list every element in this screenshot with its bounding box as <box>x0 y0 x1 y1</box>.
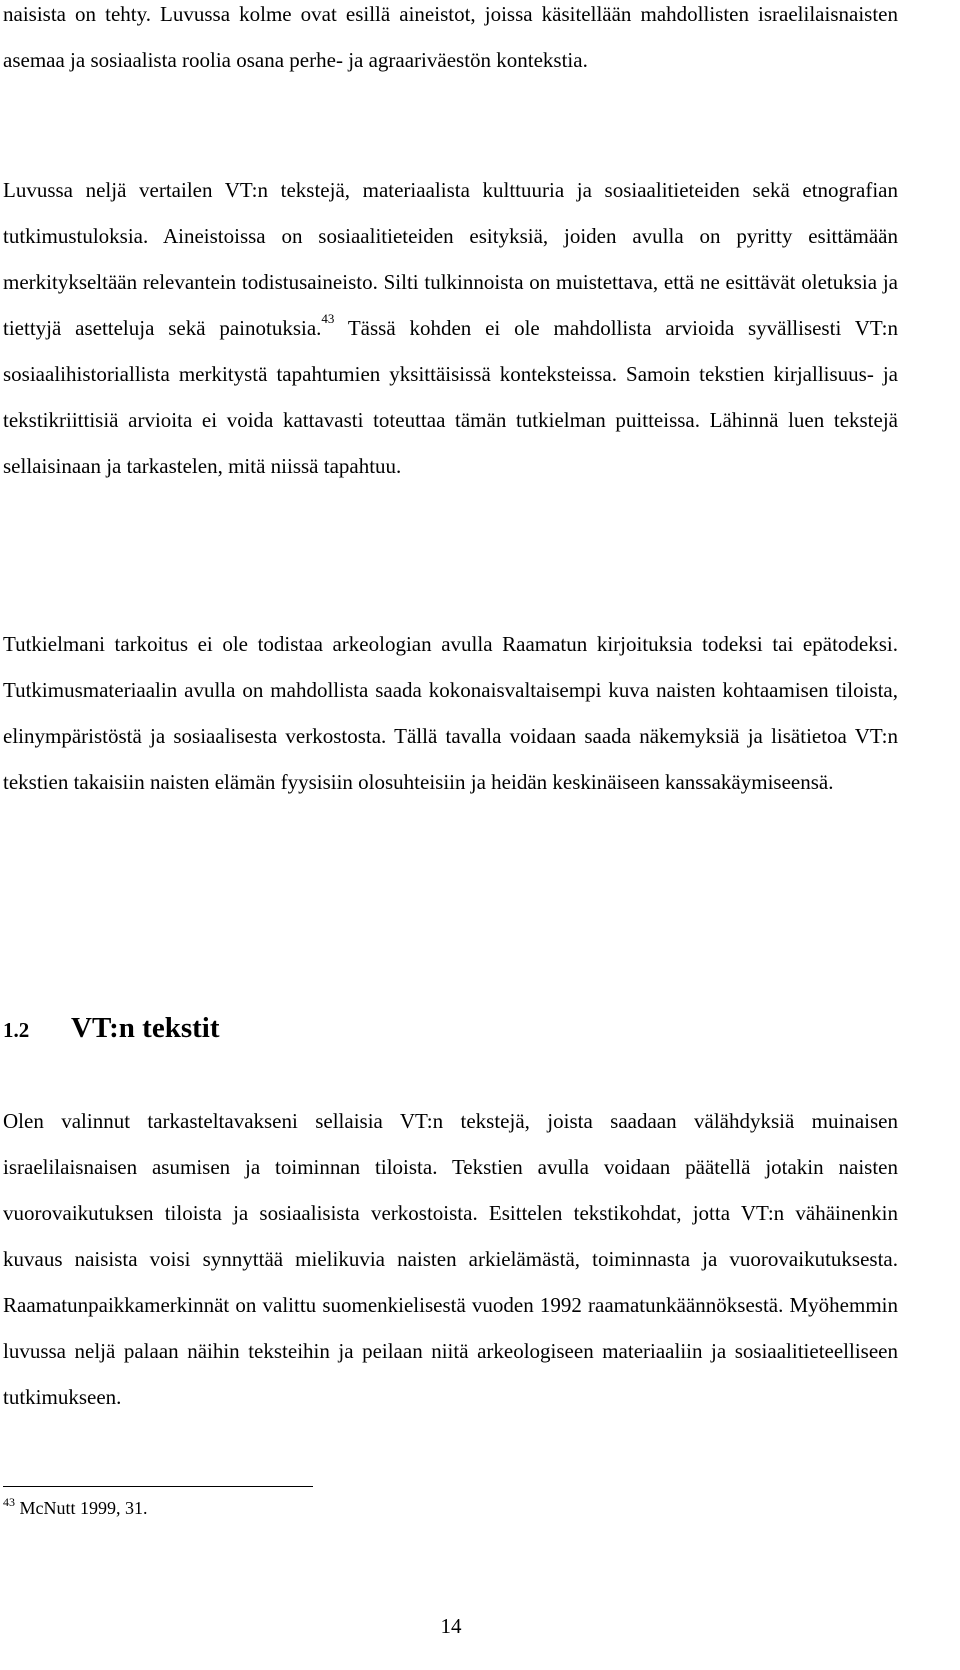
paragraph-intro-continued: naisista on tehty. Luvussa kolme ovat esillä aineistot, joissa käsitellään mahdollisten israelilaisnaisten asemaa ja sosiaalista roolia osana perhe- ja agraariväestön kontekstia. <box>3 2 898 72</box>
footnote-separator <box>3 1486 313 1487</box>
paragraph-text: Luvussa neljä vertailen VT:n tekstejä, materiaalista kulttuuria ja sosiaalitieteiden sekä etnografian tutkimustuloksia. Aineistoissa on sosiaalitieteiden esityksiä, joiden avulla on pyritty esittämään merkitykseltään relevantein todistusaineisto. Silti tulkinnoista on muistettava, että ne esittävät oletuksia ja tiettyjä asetteluja sekä painotuksia. <box>3 178 898 340</box>
page-number: 14 <box>440 1614 462 1638</box>
paragraph-chapter-four-overview <box>3 167 898 489</box>
section-heading <box>3 1012 219 1045</box>
footnote-reference[interactable]: 43 <box>321 311 335 326</box>
paragraph-thesis-purpose: Tutkielmani tarkoitus ei ole todistaa arkeologian avulla Raamatun kirjoituksia todeksi tai epätodeksi. Tutkimusmateriaalin avulla on mahdollista saada kokonaisvaltaisempi kuva naisten kohtaamisen tiloista, elinympäristöstä ja sosiaalisesta verkostosta. Tällä tavalla voidaan saada näkemyksiä ja lisätietoa VT:n tekstien takaisiin naisten elämän fyysisiin olosuhteisiin ja heidän keskinäiseen kanssakäymiseensä. <box>3 632 898 794</box>
footnote <box>3 1495 148 1521</box>
footnote-text: McNutt 1999, 31. <box>15 1498 148 1518</box>
paragraph-section-intro: Olen valinnut tarkasteltavakseni sellaisia VT:n tekstejä, joista saadaan välähdyksiä muinaisen israelilaisnaisen asumisen ja toiminnan tiloista. Tekstien avulla voidaan päätellä jotakin naisten vuorovaikutuksen tiloista ja sosiaalisista verkostoista. Esittelen tekstikohdat, jotta VT:n vähäinenkin kuvaus naisista voisi synnyttää mielikuvia naisten arkielämästä, toiminnasta ja vuorovaikutuksesta. Raamatunpaikkamerkinnät on valittu suomenkielisestä vuoden 1992 raamatunkäännöksestä. Myöhemmin luvussa neljä palaan näihin teksteihin ja peilaan niitä arkeologiseen materiaaliin ja sosiaalitieteelliseen tutkimukseen. <box>3 1109 898 1409</box>
paragraph-text-continued: Tässä kohden ei ole mahdollista arvioida syvällisesti VT:n sosiaalihistoriallista merkitystä tapahtumien yksittäisissä konteksteissa. Samoin tekstien kirjallisuus- ja tekstikriittisiä arvioita ei voida kattavasti toteuttaa tämän tutkielman puitteissa. Lähinnä luen tekstejä sellaisinaan ja tarkastelen, mitä niissä tapahtuu. <box>3 316 898 478</box>
footnote-number: 43 <box>3 1495 15 1509</box>
section-title: VT:n tekstit <box>71 1012 220 1044</box>
section-number: 1.2 <box>3 1018 30 1042</box>
